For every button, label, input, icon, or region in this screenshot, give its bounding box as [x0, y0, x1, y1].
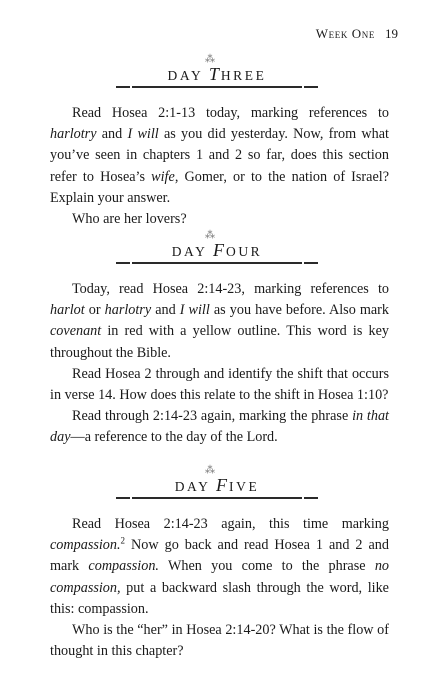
day-three-text [50, 103, 389, 230]
text-run: no compassion, [50, 558, 389, 596]
text-run: in red with a yellow outline. This word is key throughout the Bible. [50, 323, 389, 361]
text-run: I will [127, 126, 159, 143]
text-run: —a reference to the day of the Lord. [70, 429, 278, 446]
heading-rule [132, 86, 302, 88]
text-run: put a backward slash through the word, like this: compassion. [50, 579, 389, 617]
text-run: Today, read Hosea 2:14-23, marking references to [72, 281, 389, 297]
paragraph [50, 514, 389, 620]
text-run: I will [179, 302, 210, 319]
text-run: Read through 2:14-23 again, marking the phrase [72, 408, 353, 425]
day-three-heading [0, 54, 434, 86]
day-title: DAY FIVE [174, 475, 260, 495]
text-run: covenant [50, 323, 102, 340]
text-run: and [151, 302, 180, 319]
flourish-ornament-icon: ⁂ [205, 230, 215, 241]
text-run: , Gomer, or to the nation of Israel? Explain your answer. [50, 168, 389, 206]
paragraph [50, 279, 389, 364]
text-run: Now go back and read Hosea 1 and 2 and mark [50, 537, 389, 575]
flourish-ornament-icon: ⁂ [205, 465, 215, 476]
paragraph: Read Hosea 2 through and identify the shift that occurs in verse 14. How does this relate to the shift in Hosea 1:10? [50, 365, 389, 404]
heading-rule [132, 497, 302, 499]
text-run: harlotry [50, 126, 97, 143]
flourish-ornament-icon: ⁂ [205, 54, 215, 65]
text-run: as you did yesterday. Now, from what you’ve seen in chapters 1 and 2 so far, does this section refer to Hosea’s [50, 126, 389, 185]
day-title: DAY FOUR [171, 240, 263, 260]
text-run: harlotry [104, 302, 152, 319]
paragraph [50, 103, 389, 209]
day-title: DAY THREE [167, 64, 267, 84]
heading-rule [132, 262, 302, 264]
text-run: Read Hosea 2:1-13 today, marking references to [72, 105, 389, 121]
text-run: and [96, 126, 128, 143]
text-run: When you come to the phrase [158, 558, 375, 575]
section-title: Week One [315, 26, 375, 41]
paragraph: Who are her lovers? [72, 211, 187, 228]
paragraph [50, 406, 389, 448]
text-run: compassion. [88, 558, 159, 575]
footnote-ref: 2 [120, 535, 126, 546]
text-run: wife [151, 168, 175, 185]
day-four-heading [0, 230, 434, 262]
text-run: as you have before. Also mark [209, 302, 389, 319]
day-five-heading [0, 465, 434, 497]
day-four-text [50, 279, 389, 449]
running-header [316, 26, 398, 42]
text-run: in that day [50, 408, 389, 446]
text-run: harlot [50, 302, 85, 319]
text-run: or [84, 302, 105, 319]
page-number: 19 [385, 26, 398, 41]
day-five-text [50, 514, 389, 662]
text-run: Read Hosea 2:14-23 again, this time marking [72, 516, 389, 532]
paragraph: Who is the “her” in Hosea 2:14-20? What is the flow of thought in this chapter? [50, 622, 389, 660]
text-run: compassion. [50, 537, 121, 554]
